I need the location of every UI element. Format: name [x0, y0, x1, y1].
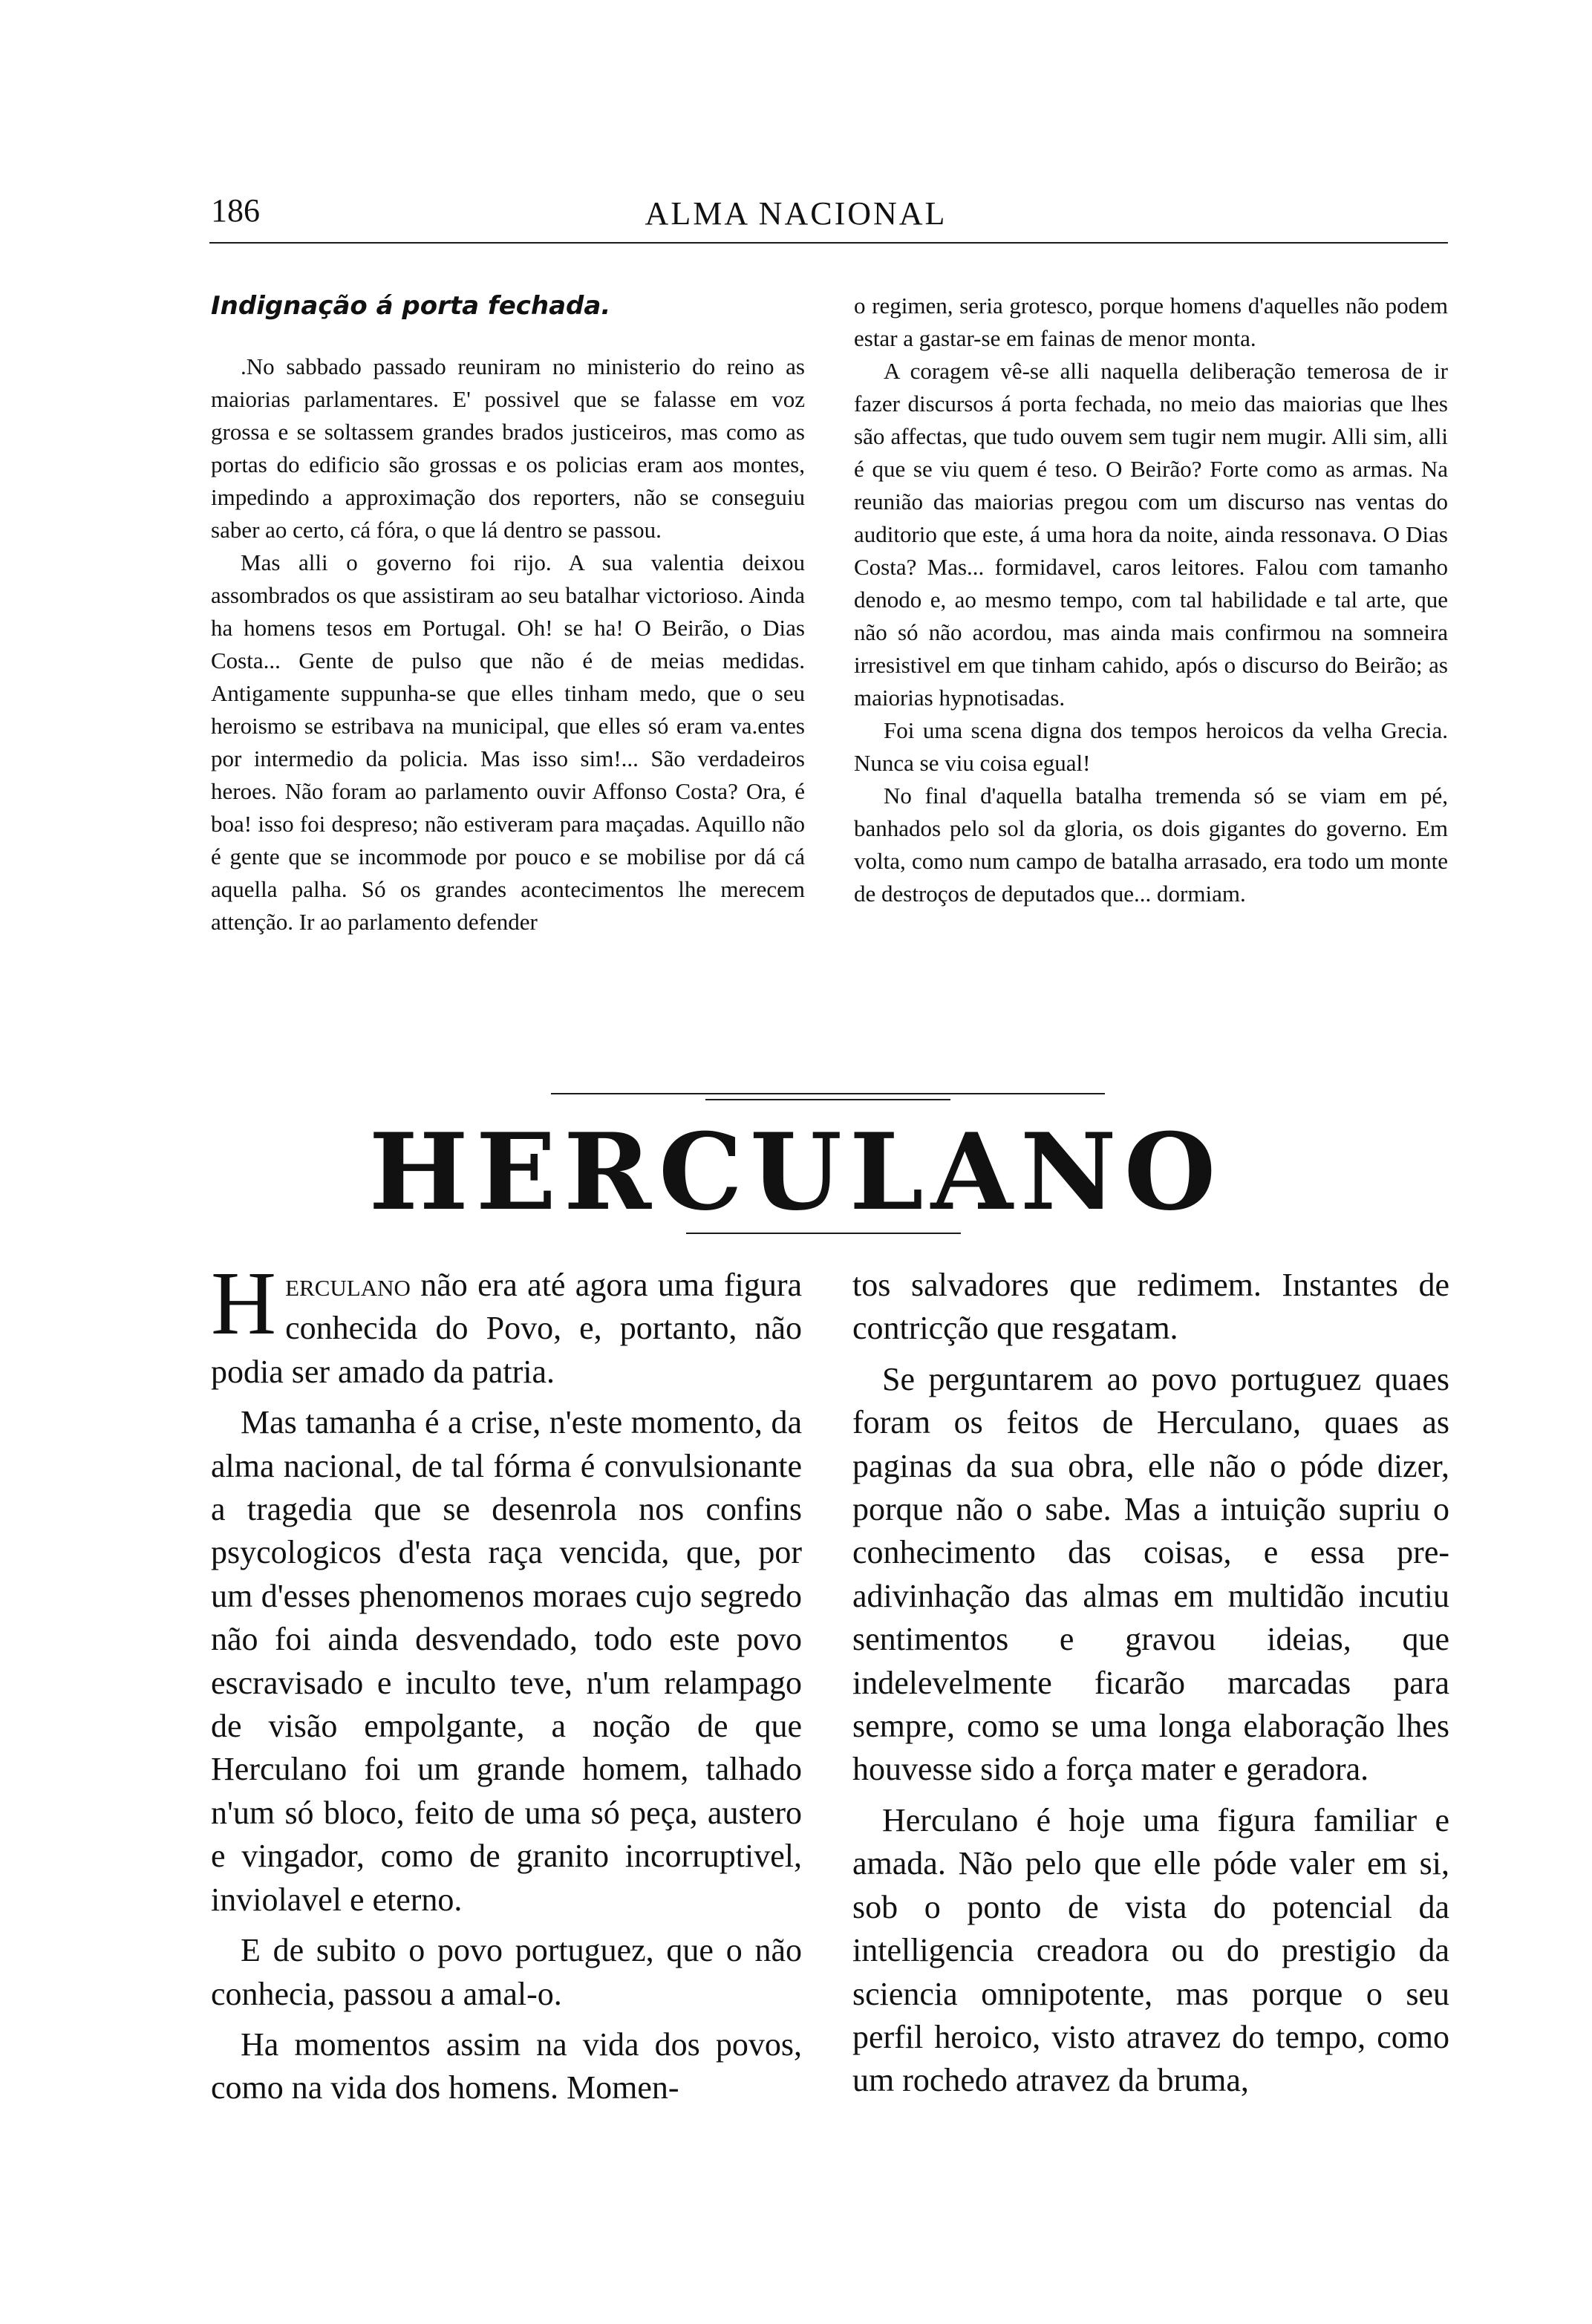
section-separator-rule-short — [705, 1099, 950, 1100]
article1-paragraph: Mas alli o governo foi rijo. A sua valentia deixou assombrados os que assistiram ao seu batalhar victorioso. Ainda ha homens tesos em Portugal. Oh! se ha! O Beirão, o Dias Costa... Gente de pulso que não é de meias medidas. Antigamente suppunha-se que elles tinham medo, que o seu heroismo se estribava na municipal, que elles só eram va.entes por intermedio da policia. Mas isso sim!... São verdadeiros heroes. Não foram ao parlamento ouvir Affonso Costa? Ora, é boa! isso foi despreso; não estiveram para maçadas. Aquillo não é gente que se incommode por pouco e se mobilise por dá cá aquella palha. Só os grandes acontecimentos lhe merecem attenção. Ir ao parlamento defender — [211, 549, 805, 935]
article2-paragraph: Mas tamanha é a crise, n'este momento, da alma nacional, de tal fórma é convulsionante a tragedia que se desenrola nos confins psycologicos d'esta raça vencida, que, por um d'esses phenomenos moraes cujo segredo não foi ainda desvendado, todo este povo escravisado e inculto teve, n'um relampago de visão empolgante, a noção de que Herculano foi um grande homem, talhado n'um só bloco, feito de uma só peça, austero e vingador, como de granito incorruptivel, inviolavel e eterno. — [211, 1404, 802, 1918]
article2-paragraph: Herculano é hoje uma figura familiar e amada. Não pelo que elle póde valer em si, sob o ponto de vista do potencial da intelligencia creadora ou do prestigio da sciencia omnipotente, mas porque o seu perfil heroico, visto atravez do tempo, como um rochedo atravez da bruma, — [852, 1801, 1449, 2099]
article2-paragraph: Ha momentos assim na vida dos povos, como na vida dos homens. Momen- — [211, 2026, 802, 2106]
article1-right-column — [854, 290, 1448, 910]
section-separator-rule — [551, 1093, 1105, 1094]
article1-paragraph: Foi uma scena digna dos tempos heroicos da velha Grecia. Nunca se viu coisa egual! — [854, 717, 1448, 776]
drop-cap: H — [211, 1253, 277, 1354]
article2-paragraph: tos salvadores que redimem. Instantes de contricção que resgatam. — [852, 1267, 1449, 1347]
title-underline-rule — [686, 1233, 961, 1234]
article1-paragraph: .No sabbado passado reuniram no ministerio do reino as maiorias parlamentares. E' possivel que se falasse em voz grossa e se soltassem grandes brados justiceiros, mas como as portas do edificio são grossas e os policias eram aos montes, impedindo a approximação dos reporters, não se conseguiu saber ao certo, cá fóra, o que lá dentro se passou. — [211, 353, 805, 543]
header-rule — [209, 242, 1448, 244]
article1-paragraph: A coragem vê-se alli naquella deliberação temerosa de ir fazer discursos á porta fechada, no meio das maiorias que lhes são affectas, que tudo ouvem sem tugir nem mugir. Alli sim, alli é que se viu quem é teso. O Beirão? Forte como as armas. Na reunião das maiorias pregou com um discurso nas ventas do auditorio que este, á uma hora da noite, ainda ressonava. O Dias Costa? Mas... formidavel, caros leitores. Falou com tamanho denodo e, ao mesmo tempo, com tal habilidade e tal arte, que não só não acordou, mas ainda mais confirmou na somneira irresistivel em que tinham cahido, após o discurso do Beirão; as maiorias hypnotisadas. — [854, 358, 1448, 711]
article1-title: Indignação á porta fechada. — [211, 291, 611, 321]
article2-title: HERCULANO — [368, 1111, 1224, 1234]
article1-left-column — [211, 290, 805, 939]
article2-right-column — [852, 1264, 1449, 2110]
first-word-smallcaps: erculano — [285, 1267, 411, 1303]
article2-left-column — [211, 1253, 802, 2118]
running-title: ALMA NACIONAL — [645, 195, 947, 232]
article2-paragraph: Se perguntarem ao povo portuguez quaes foram os feitos de Herculano, quaes as paginas da sua obra, elle não o póde dizer, porque não o sabe. Mas a intuição supriu o conhecimento das coisas, e essa pre-adivinhação das almas em multidão incutiu sentimentos e gravou ideias, que indelevelmente ficarão marcadas para sempre, como se uma longa elaboração lhes houvesse sido a força mater e geradora. — [852, 1360, 1449, 1788]
first-paragraph-text: não era até agora uma figura conhecida do Povo, e, portanto, não podia ser amado da patria. — [211, 1267, 802, 1390]
article2-first-paragraph — [211, 1253, 802, 1394]
article1-paragraph: No final d'aquella batalha tremenda só se viam em pé, banhados pelo sol da gloria, os dois gigantes do governo. Em volta, como num campo de batalha arrasado, era todo um monte de destroços de deputados que... dormiam. — [854, 783, 1448, 907]
article2-paragraph: E de subito o povo portuguez, que o não conhecia, passou a amal-o. — [211, 1932, 802, 2012]
page-number: 186 — [211, 192, 260, 229]
article1-paragraph: o regimen, seria grotesco, porque homens d'aquelles não podem estar a gastar-se em fainas de menor monta. — [854, 293, 1448, 351]
